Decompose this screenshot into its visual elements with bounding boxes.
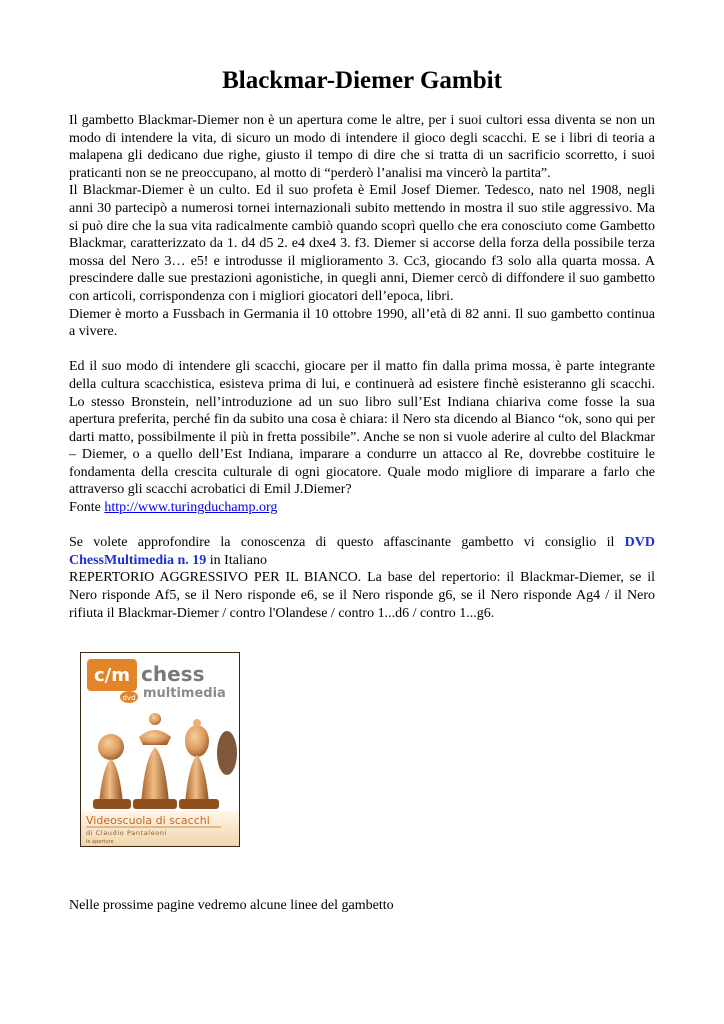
brand-line-2: multimedia <box>143 686 226 701</box>
logo-mark: c/m <box>94 665 130 686</box>
source-label: Fonte <box>69 500 105 516</box>
paragraph: Il gambetto Blackmar-Diemer non è un apertura come le altre, per i suoi cultori essa diventa se non un modo di intendere la vita, di sicuro un modo di intendere il gioco degli scacchi. E se i libri di teoria a malapena gli dedicano due righe, giusto il tempo di dire che si tratta di un sacrificio scorretto, i suoi praticanti non se ne preoccupano, al motto di “perderò l’analisi ma vincerò la partita”. <box>69 113 655 181</box>
dvd-recommendation <box>69 534 655 569</box>
logo-sub: dvd <box>122 694 136 702</box>
closing-sentence: Nelle prossime pagine vedremo alcune linee del gambetto <box>69 898 394 913</box>
article-body <box>69 112 655 622</box>
series-banner <box>81 811 239 846</box>
brand-line-1: chess <box>141 662 205 686</box>
series-title: Videoscuola di scacchi <box>86 814 210 827</box>
dvd-intro: Se volete approfondire la conoscenza di questo affascinante gambetto vi consiglio il <box>69 535 625 551</box>
cover-author: di Claudio Pantaleoni <box>86 829 167 837</box>
paragraph: Il Blackmar-Diemer è un culto. Ed il suo profeta è Emil Josef Diemer. Tedesco, nato nel 1908, negli anni 30 partecipò a numerosi tornei internazionali subito mettendo in mostra il suo stile aggressivo. Ma si può dire che la sua vita radicalmente cambiò quando scoprì quello che era conosciuto come Gambetto Blackmar, caratterizzato da 1. d4 d5 2. e4 dxe4 3. f3. Diemer si accorse della forza della possibile terza mossa del Nero 3… e5! e introdusse il miglioramento 3. Cc3, giocando f3 solo alla quarta mossa. A prescindere dalle sue prestazioni agonistiche, in quegli anni, Diemer cercò di diffondere il suo gambetto con articoli, corrispondenza con i migliori giocatori dell’epoca, libri. <box>69 183 655 304</box>
paragraph: Ed il suo modo di intendere gli scacchi, giocare per il matto fin dalla prima mossa, è parte integrante della cultura scacchistica, esisteva prima di lui, e continuerà ad esistere finchè esisteranno gli scacchi. Lo stesso Bronstein, nell’introduzione ad un suo libro sull’Est Indiana chiariva come fosse la sua apertura preferita, perché fin da subito una cosa è chiara: il Nero sta dicendo al Bianco “ok, sono qui per darti matto, possibilmente il più in fretta possibile”. Anche se non si vuole aderire al culto del Blackmar – Diemer, o a quello dell’Est Indiana, imparare a condurre un attacco al Re, dovrebbe costituire le fondamenta della crescita culturale di ogni giocatore. Quale modo migliore di imparare a farlo che attraverso gli scacchi acrobatici di Emil J.Diemer? <box>69 359 655 498</box>
spacer <box>69 341 655 359</box>
source-line <box>69 499 655 517</box>
chess-multimedia-logo <box>87 659 226 703</box>
repertoire-description: REPERTORIO AGGRESSIVO PER IL BIANCO. La base del repertorio: il Blackmar-Diemer, se il Nero risponde Af5, se il Nero risponde e6, se il Nero risponde g6, se il Nero risponde Ag4 / il Nero rifiuta il Blackmar-Diemer / contro l'Olandese / contro 1...d6 / contro 1...g6. <box>69 570 655 621</box>
dvd-name: DVD ChessMultimedia n. 19 <box>69 535 655 568</box>
dvd-language: in Italiano <box>206 552 267 568</box>
dvd-cover-image <box>80 652 240 847</box>
source-link[interactable]: http://www.turingduchamp.org <box>104 500 278 516</box>
paragraph: Diemer è morto a Fussbach in Germania il 10 ottobre 1990, all’età di 82 anni. Il suo gambetto continua a vivere. <box>69 306 655 340</box>
page-title: Blackmar-Diemer Gambit <box>222 67 502 94</box>
chess-pieces-illustration <box>93 713 237 809</box>
spacer <box>69 517 655 535</box>
cover-footer-tag: le aperture <box>86 839 114 845</box>
